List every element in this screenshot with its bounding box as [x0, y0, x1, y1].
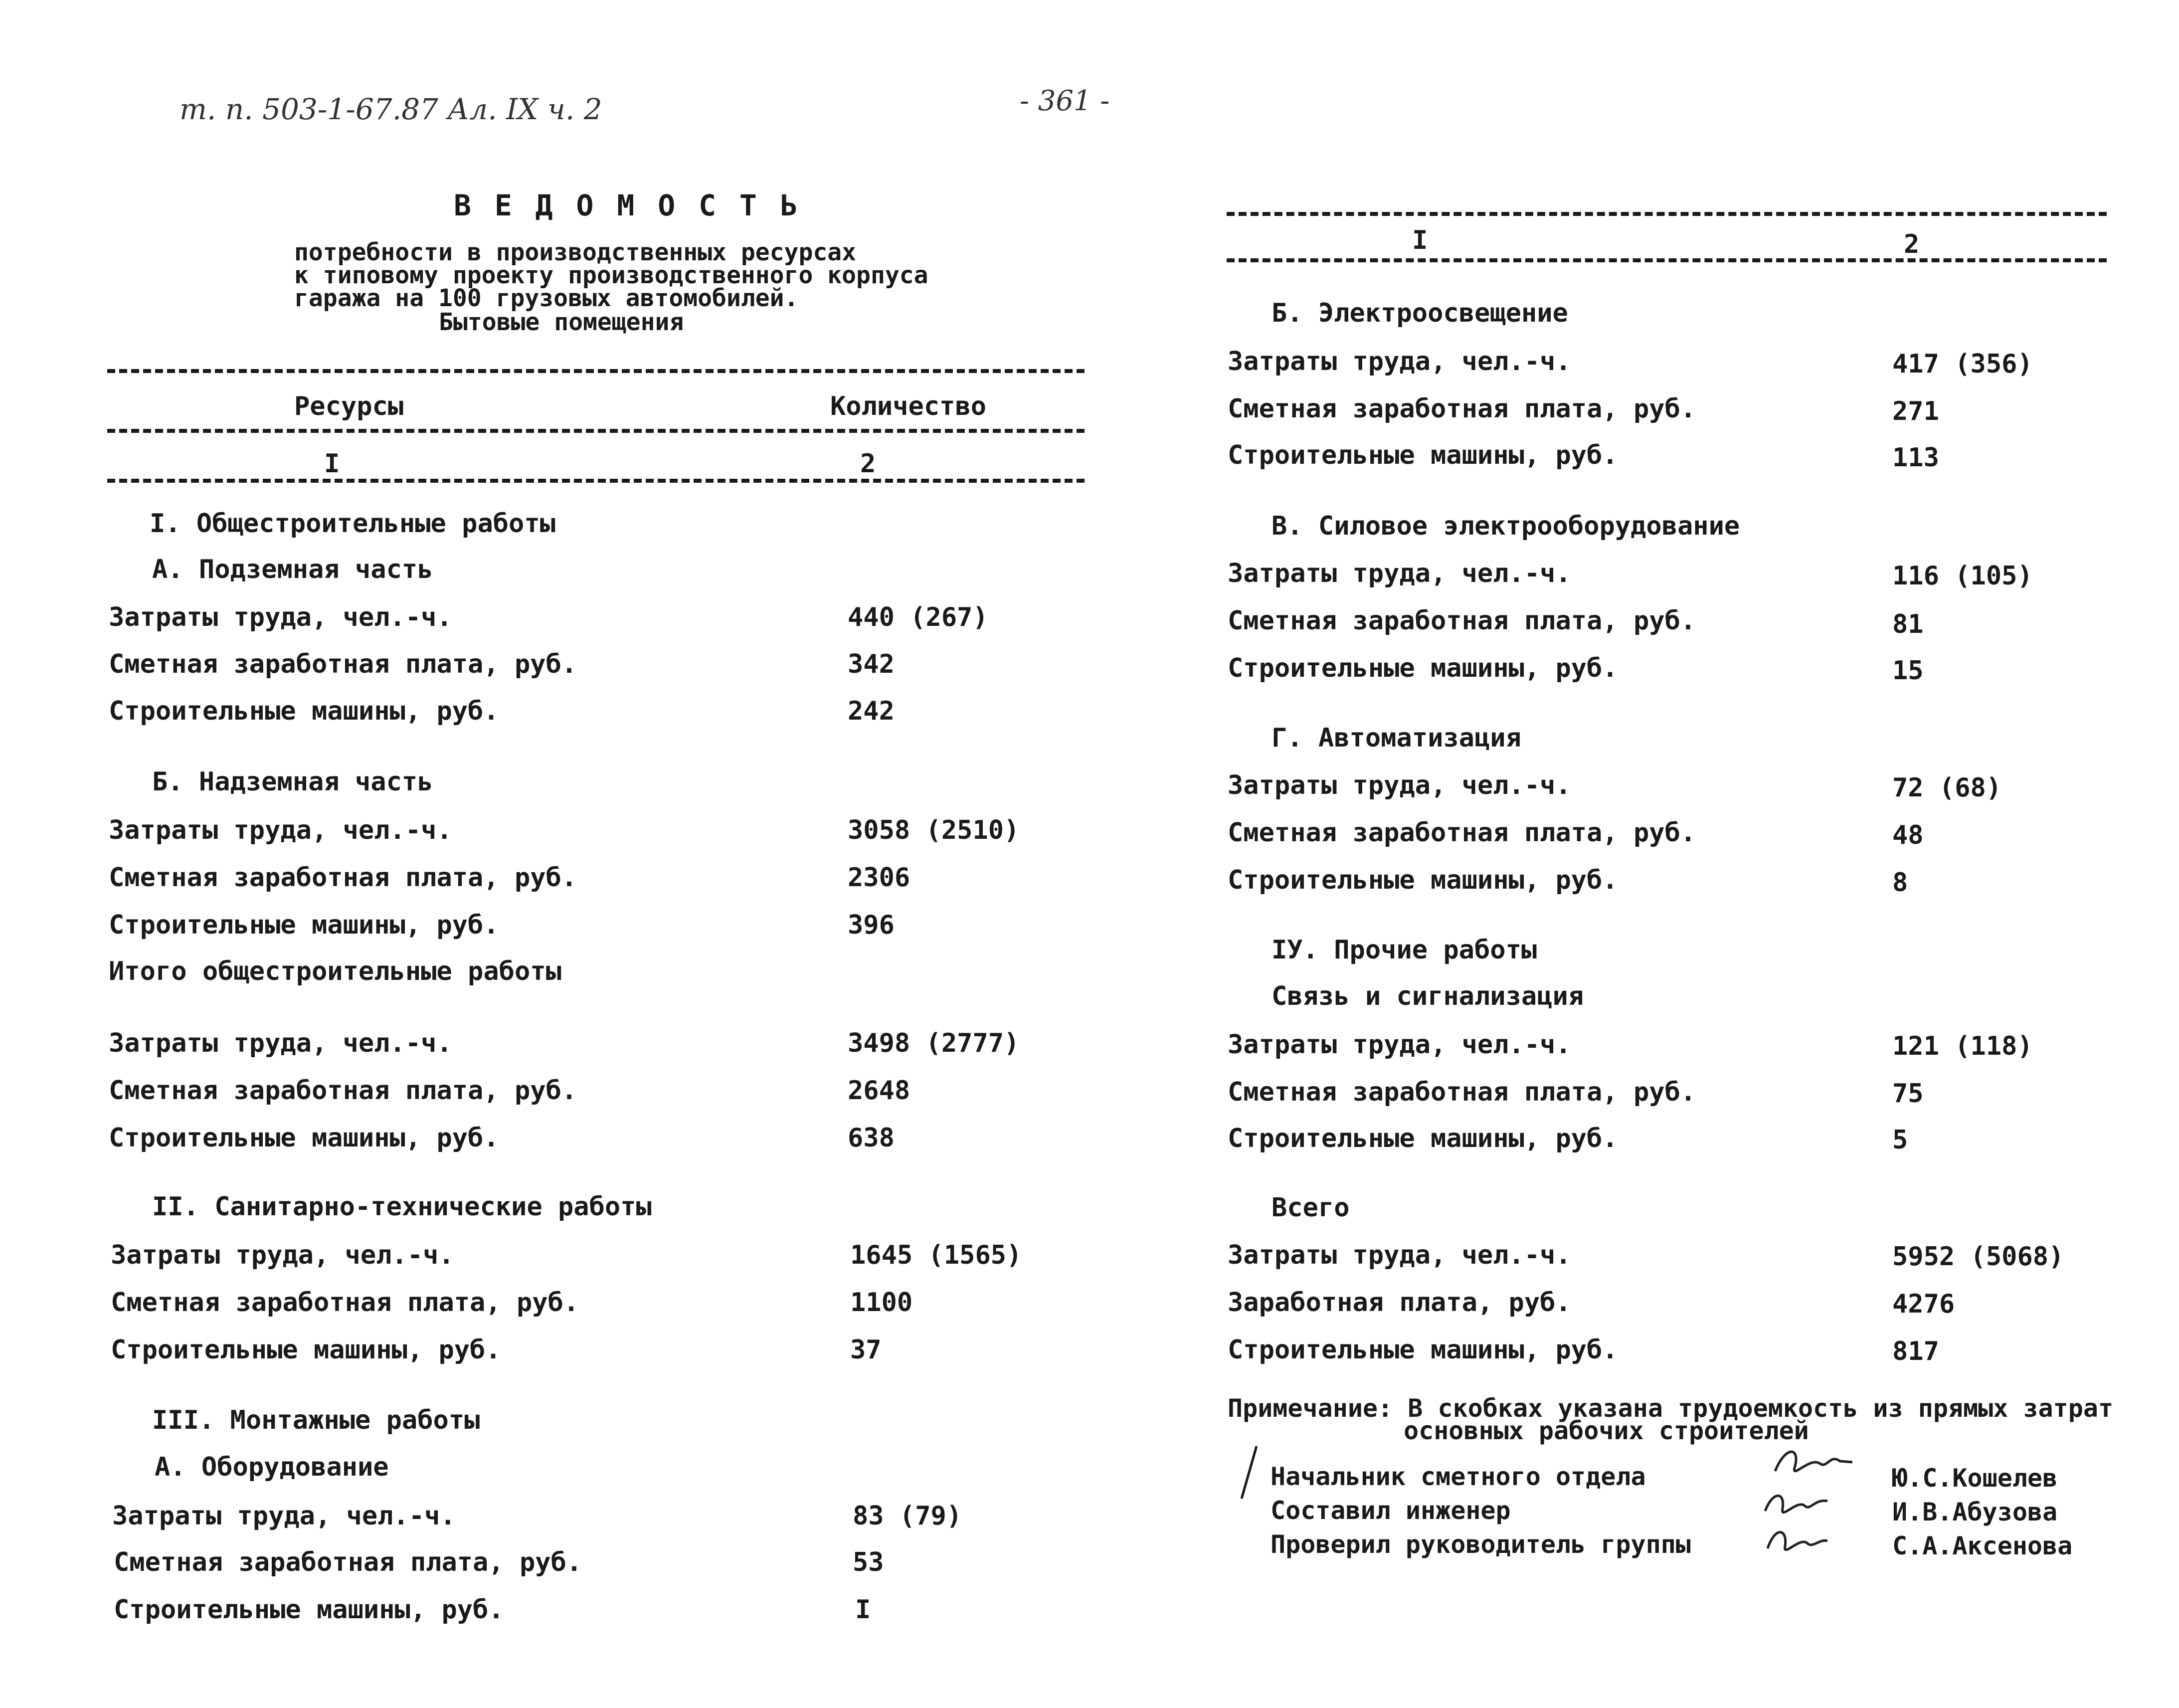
row-value: 48	[1892, 820, 1924, 850]
subsection-title: Б. Электроосвещение	[1271, 298, 1568, 328]
row-label: Сметная заработная плата, руб.	[1228, 818, 1696, 848]
row-label: Сметная заработная плата, руб.	[109, 1076, 577, 1106]
row-label: Строительные машины, руб.	[1228, 440, 1618, 470]
row-value: 37	[850, 1335, 882, 1365]
subsection-title: Связь и сигнализация	[1271, 981, 1584, 1011]
divider-left-1	[107, 369, 1085, 373]
total-title: Всего	[1271, 1193, 1350, 1223]
row-label: Сметная заработная плата, руб.	[109, 649, 577, 679]
subsection-title: Б. Надземная часть	[152, 767, 433, 797]
signatory-name: И.В.Абузова	[1892, 1498, 2058, 1526]
row-label: Сметная заработная плата, руб.	[1228, 394, 1696, 424]
row-value: 440 (267)	[848, 602, 988, 632]
row-value: 121 (118)	[1892, 1031, 2033, 1061]
row-value: 5952 (5068)	[1892, 1242, 2064, 1272]
page-number: - 361 -	[1020, 85, 1110, 117]
divider-left-3	[107, 479, 1085, 483]
note-line-1: Примечание: В скобках указана трудоемкость из прямых затрат	[1228, 1394, 2114, 1423]
divider-right-2	[1227, 258, 2107, 262]
signatory-name: Ю.С.Кошелев	[1892, 1464, 2058, 1493]
row-value: 1645 (1565)	[850, 1240, 1022, 1270]
col-header-quantity: Количество	[830, 391, 987, 421]
col-header-resources: Ресурсы	[294, 391, 404, 421]
divider-left-2	[107, 429, 1085, 433]
row-label: Сметная заработная плата, руб.	[109, 863, 577, 893]
row-label: Затраты труда, чел.-ч.	[1228, 1240, 1571, 1270]
signatory-name: С.А.Аксенова	[1892, 1531, 2073, 1560]
signatory-role: Составил инженер	[1271, 1496, 1511, 1525]
row-label: Затраты труда, чел.-ч.	[112, 1501, 456, 1531]
row-value: 271	[1892, 396, 1939, 426]
subsection-title: А. Оборудование	[155, 1452, 389, 1482]
row-label: Строительные машины, руб.	[1228, 865, 1618, 895]
row-value: 113	[1892, 443, 1939, 473]
row-value: 116 (105)	[1892, 561, 2033, 591]
subtitle-line-4: Бытовые помещения	[439, 308, 684, 336]
row-label: Строительные машины, руб.	[114, 1595, 504, 1625]
section-title: III. Монтажные работы	[152, 1405, 480, 1435]
signature-icon	[1758, 1484, 1842, 1523]
row-label: Затраты труда, чел.-ч.	[1228, 770, 1571, 800]
row-label: Сметная заработная плата, руб.	[111, 1288, 579, 1318]
signatory-role: Начальник сметного отдела	[1271, 1462, 1646, 1491]
row-label: Затраты труда, чел.-ч.	[1228, 1030, 1571, 1060]
section-title: I. Общестроительные работы	[150, 509, 555, 539]
row-value: 2306	[848, 863, 910, 893]
signature-icon	[1758, 1518, 1842, 1563]
col-number-1: I	[324, 449, 340, 479]
signatory-role: Проверил руководитель группы	[1271, 1530, 1691, 1559]
row-value: 817	[1892, 1336, 1939, 1366]
row-label: Строительные машины, руб.	[111, 1335, 501, 1365]
row-value: 53	[853, 1547, 884, 1577]
row-label: Строительные машины, руб.	[1228, 1124, 1618, 1153]
divider-right-1	[1227, 212, 2107, 216]
row-label: Затраты труда, чел.-ч.	[111, 1240, 454, 1270]
row-value: 242	[848, 696, 895, 726]
subtitle-line-2: к типовому проекту производственного корпуса	[294, 261, 928, 289]
row-value: 417 (356)	[1892, 349, 2033, 379]
col-number-2: 2	[860, 449, 876, 479]
subsection-title: В. Силовое электрооборудование	[1271, 511, 1740, 541]
subsection-title: Г. Автоматизация	[1271, 723, 1521, 753]
row-value: 4276	[1892, 1289, 1955, 1319]
row-value: 75	[1892, 1079, 1924, 1109]
row-value: 3498 (2777)	[848, 1028, 1020, 1058]
row-value: 2648	[848, 1076, 910, 1106]
row-value: 1100	[850, 1288, 913, 1318]
row-label: Строительные машины, руб.	[109, 910, 499, 940]
subtitle-line-1: потребности в производственных ресурсах	[294, 238, 857, 266]
row-value: 83 (79)	[853, 1501, 962, 1531]
col-number-1: I	[1412, 225, 1428, 255]
row-label: Строительные машины, руб.	[109, 1123, 499, 1153]
row-label: Строительные машины, руб.	[109, 696, 499, 726]
row-label: Сметная заработная плата, руб.	[114, 1547, 582, 1577]
document-reference: т. п. 503-1-67.87 Ал. IX ч. 2	[180, 92, 602, 126]
page-title: В Е Д О М О С Т Ь	[454, 189, 801, 222]
row-label: Сметная заработная плата, руб.	[1228, 1077, 1696, 1107]
signature-icon	[1765, 1441, 1865, 1486]
row-value: 342	[848, 649, 895, 679]
subtitle-line-3: гаража на 100 грузовых автомобилей.	[294, 284, 799, 312]
row-label: Затраты труда, чел.-ч.	[109, 1028, 452, 1058]
row-label: Затраты труда, чел.-ч.	[109, 815, 452, 845]
row-label: Затраты труда, чел.-ч.	[1228, 347, 1571, 377]
row-value: 72 (68)	[1892, 773, 2002, 803]
row-label: Затраты труда, чел.-ч.	[1228, 559, 1571, 588]
margin-stroke	[1237, 1441, 1267, 1506]
row-label: Затраты труда, чел.-ч.	[109, 602, 452, 632]
total-title: Итого общестроительные работы	[109, 956, 561, 986]
section-title: IУ. Прочие работы	[1271, 935, 1537, 965]
row-label: Строительные машины, руб.	[1228, 653, 1618, 683]
row-value: 81	[1892, 609, 1924, 639]
row-value: 15	[1892, 656, 1924, 686]
row-value: I	[855, 1595, 871, 1625]
row-value: 3058 (2510)	[848, 815, 1020, 845]
row-label: Сметная заработная плата, руб.	[1228, 606, 1696, 636]
subsection-title: А. Подземная часть	[152, 555, 433, 584]
row-value: 5	[1892, 1125, 1908, 1155]
row-label: Строительные машины, руб.	[1228, 1335, 1618, 1365]
row-value: 396	[848, 910, 895, 940]
row-label: Заработная плата, руб.	[1228, 1288, 1571, 1318]
col-number-2: 2	[1904, 229, 1920, 259]
section-title: II. Санитарно-технические работы	[152, 1192, 652, 1222]
note-line-2: основных рабочих строителей	[1404, 1416, 1809, 1445]
row-value: 638	[848, 1123, 895, 1153]
row-value: 8	[1892, 868, 1908, 898]
